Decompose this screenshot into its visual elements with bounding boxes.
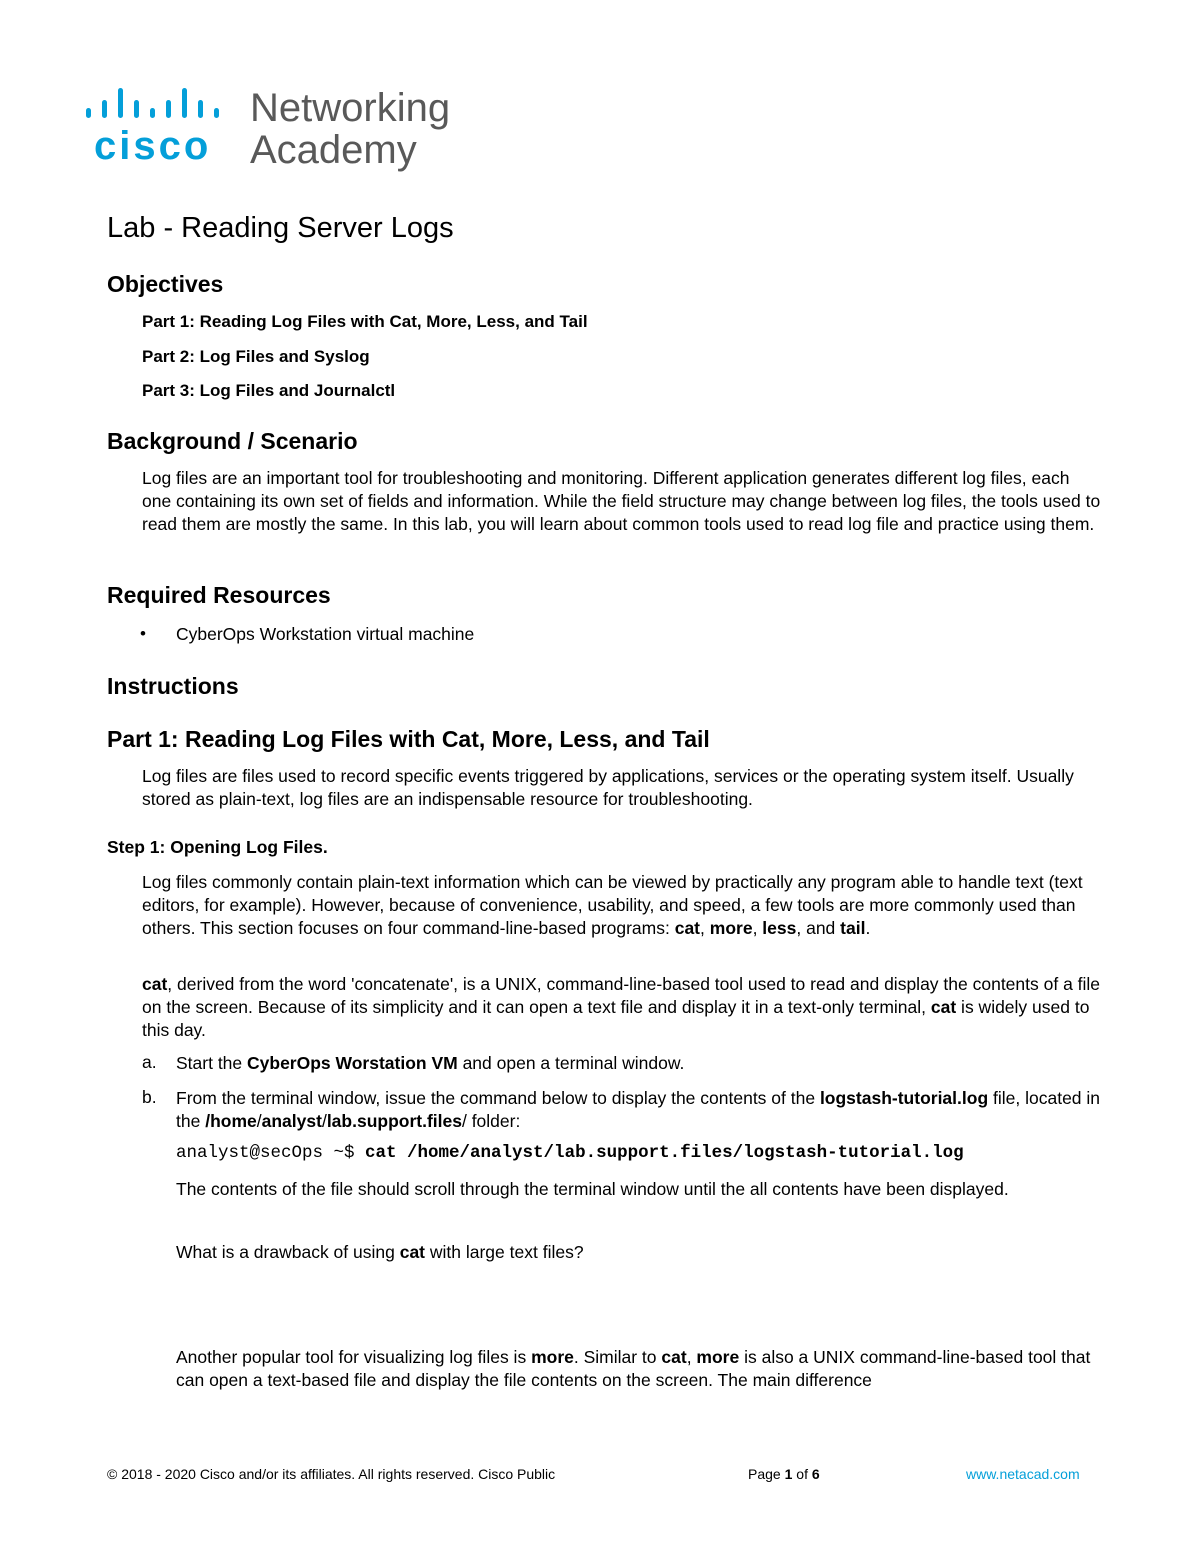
cisco-bars-logo-icon xyxy=(82,86,232,122)
objective-item: Part 3: Log Files and Journalctl xyxy=(142,381,396,400)
text: Page xyxy=(748,1466,785,1482)
text: file, located in the xyxy=(176,1088,1101,1131)
text: . Similar to xyxy=(573,1347,662,1367)
page-current: 1 xyxy=(784,1466,793,1482)
background-paragraph: Log files are an important tool for troubleshooting and monitoring. Different application generates different log files, each one containing its own set of fields and information. While the field structure may change between log files, the tools used to read them are mostly the same. In this lab, you will learn about common tools used to read log file and practice using them. xyxy=(142,468,1101,534)
text: Start the xyxy=(176,1053,248,1073)
footer-page-number xyxy=(748,1466,820,1482)
text: / xyxy=(256,1111,262,1131)
page-total: 6 xyxy=(811,1466,820,1482)
more-paragraph xyxy=(176,1346,1106,1392)
text: What is a drawback of using xyxy=(176,1242,400,1262)
text: Another popular tool for visualizing log files is xyxy=(176,1347,532,1367)
resources-heading: Required Resources xyxy=(107,582,331,608)
vm-name: CyberOps Worstation VM xyxy=(247,1053,458,1073)
text: with large text files? xyxy=(425,1242,584,1262)
path-segment: lab.support.files xyxy=(326,1111,462,1131)
background-heading: Background / Scenario xyxy=(107,428,358,454)
part1-heading: Part 1: Reading Log Files with Cat, More, Less, and Tail xyxy=(107,726,710,752)
more-term: more xyxy=(709,918,753,938)
text: , derived from the word 'concatenate', is a UNIX, command-line-based tool used to read and display the contents of a file on the screen. Because of its simplicity and it can open a text file and display it in a text-only terminal, xyxy=(142,974,1101,1017)
objectives-heading: Objectives xyxy=(107,271,224,297)
question-text xyxy=(176,1241,1106,1264)
resource-item: CyberOps Workstation virtual machine xyxy=(176,624,475,644)
scroll-text: The contents of the file should scroll through the terminal window until the all contents have been displayed. xyxy=(176,1179,1009,1199)
step-b-text xyxy=(176,1087,1106,1133)
cat-term: cat xyxy=(674,918,701,938)
text: / folder: xyxy=(461,1111,521,1131)
cisco-wordmark: cisco xyxy=(94,124,212,168)
step1-paragraph-2 xyxy=(142,973,1102,1042)
log-filename: logstash-tutorial.log xyxy=(819,1088,989,1108)
footer-copyright: © 2018 - 2020 Cisco and/or its affiliates. All rights reserved. Cisco Public xyxy=(107,1466,556,1482)
logo-networking-text: Networking xyxy=(250,86,451,130)
instructions-heading: Instructions xyxy=(107,673,239,699)
bullet-icon: • xyxy=(140,624,146,643)
text: Log files commonly contain plain-text information which can be viewed by practically any program able to handle text (text editors, for example). However, because of convenience, usability, and speed, a few tools are more commonly used than others. This section focuses on four command-line-based programs: xyxy=(142,872,1083,938)
part1-intro: Log files are files used to record specific events triggered by applications, services or the operating system itself. Usually stored as plain-text, log files are an indispensable resource for troubleshooting. xyxy=(142,766,1074,809)
less-term: less xyxy=(762,918,797,938)
list-marker-b: b. xyxy=(142,1087,157,1107)
text: and open a terminal window. xyxy=(457,1053,685,1073)
more-term: more xyxy=(531,1347,574,1367)
cat-term: cat xyxy=(661,1347,687,1367)
command-text: cat /home/analyst/lab.support.files/logstash-tutorial.log xyxy=(365,1143,964,1163)
text: . xyxy=(865,918,871,938)
list-marker-a: a. xyxy=(142,1052,157,1072)
step1-paragraph-1 xyxy=(142,871,1102,940)
page-title: Lab - Reading Server Logs xyxy=(107,212,454,244)
path-segment: /home xyxy=(205,1111,257,1131)
text: / xyxy=(321,1111,327,1131)
text: is widely used to this day. xyxy=(142,997,1090,1040)
terminal-command xyxy=(176,1143,964,1163)
text: is also a UNIX command-line-based tool that can open a text-based file and display the file contents on the screen. The main difference xyxy=(176,1347,1091,1390)
text: , xyxy=(686,1347,697,1367)
tail-term: tail xyxy=(840,918,866,938)
footer-website-link[interactable]: www.netacad.com xyxy=(966,1466,1080,1482)
path-segment: analyst xyxy=(261,1111,322,1131)
text: From the terminal window, issue the command below to display the contents of the xyxy=(176,1088,820,1108)
objective-item: Part 2: Log Files and Syslog xyxy=(142,347,370,366)
step1-heading: Step 1: Opening Log Files. xyxy=(107,837,328,857)
text: , xyxy=(700,918,705,938)
text: of xyxy=(792,1466,812,1482)
more-term: more xyxy=(696,1347,740,1367)
cat-term: cat xyxy=(399,1242,426,1262)
logo-academy-text: Academy xyxy=(250,128,417,172)
text: , and xyxy=(796,918,841,938)
cat-term: cat xyxy=(930,997,957,1017)
step-a-text xyxy=(176,1052,1106,1075)
text: , xyxy=(752,918,763,938)
shell-prompt: analyst@secOps ~$ xyxy=(176,1143,366,1163)
cisco-networking-academy-logo xyxy=(82,82,482,182)
cat-term: cat xyxy=(142,974,168,994)
objective-item: Part 1: Reading Log Files with Cat, More, Less, and Tail xyxy=(142,312,588,331)
